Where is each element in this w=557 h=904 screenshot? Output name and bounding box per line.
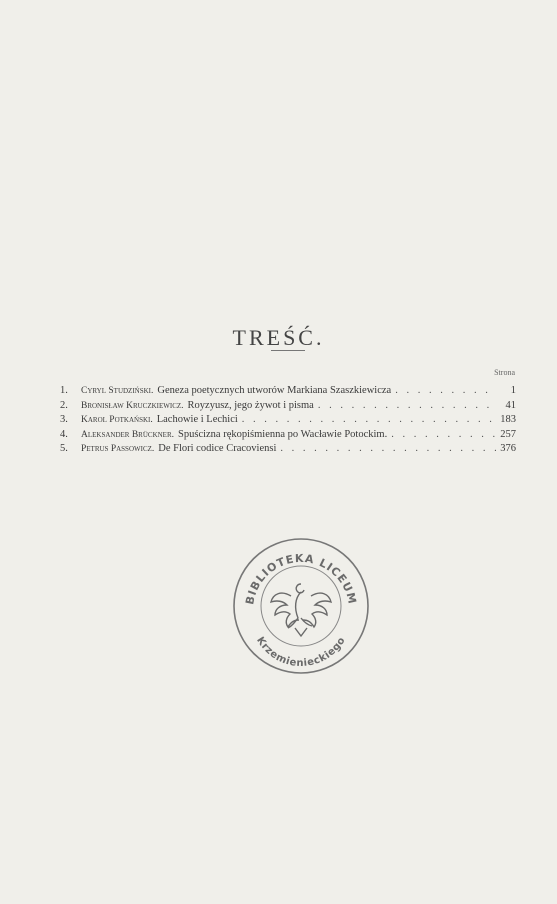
entry-number: 3. bbox=[60, 414, 68, 425]
page-column-header: Strona bbox=[494, 368, 515, 377]
entry-page: 183 bbox=[500, 414, 516, 425]
svg-text:BIBLIOTEKA LICEUM bbox=[243, 552, 359, 606]
entry-author: Bronisław Kruczkiewicz. bbox=[81, 400, 184, 411]
leader-dots bbox=[238, 414, 496, 425]
entry-author: Aleksander Brückner. bbox=[81, 429, 175, 440]
library-stamp bbox=[231, 536, 371, 676]
entry-page: 376 bbox=[500, 443, 516, 454]
entry-page: 41 bbox=[505, 399, 516, 411]
entry-page: 257 bbox=[500, 428, 516, 440]
toc-entry bbox=[60, 414, 516, 429]
leader-dots bbox=[391, 385, 496, 396]
entry-number: 5. bbox=[60, 443, 68, 454]
toc-entry bbox=[60, 429, 516, 444]
toc-entry bbox=[60, 385, 516, 400]
leader-dots bbox=[276, 443, 496, 454]
leader-dots bbox=[314, 400, 496, 411]
stamp-bottom-text: Krzemienieckiego bbox=[254, 635, 348, 670]
table-of-contents bbox=[60, 385, 516, 458]
entry-title: De Flori codice Cracoviensi bbox=[158, 443, 277, 454]
leader-dots bbox=[387, 429, 496, 440]
entry-title: Royzyusz, jego żywot i pisma bbox=[187, 399, 314, 411]
toc-entry bbox=[60, 443, 516, 458]
toc-entry bbox=[60, 400, 516, 415]
heading-rule bbox=[271, 350, 305, 351]
entry-title: Geneza poetycznych utworów Markiana Szaszkiewicza bbox=[157, 385, 392, 396]
entry-number: 1. bbox=[60, 385, 68, 396]
stamp-top-text: BIBLIOTEKA LICEUM bbox=[243, 551, 359, 606]
entry-number: 4. bbox=[60, 428, 68, 440]
entry-page: 1 bbox=[510, 385, 516, 396]
entry-author: Cyryl Studziński. bbox=[81, 386, 154, 396]
entry-author: Petrus Passowicz. bbox=[81, 444, 155, 454]
entry-author: Karol Potkański. bbox=[81, 415, 153, 425]
eagle-emblem-icon bbox=[271, 584, 331, 636]
entry-title: Lachowie i Lechici bbox=[156, 414, 238, 425]
toc-heading: TREŚĆ. bbox=[232, 325, 325, 350]
entry-number: 2. bbox=[60, 399, 68, 411]
entry-title: Spuścizna rękopiśmienna po Wacławie Potockim. bbox=[178, 428, 388, 440]
